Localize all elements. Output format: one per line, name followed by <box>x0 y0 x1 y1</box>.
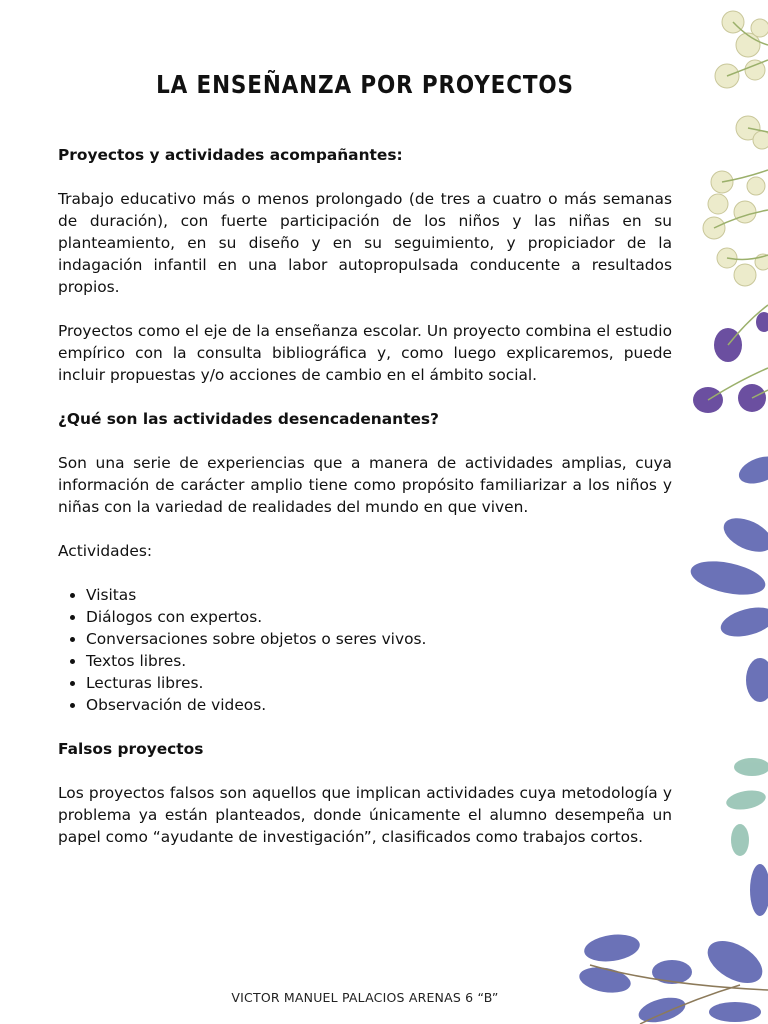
document-body <box>58 144 672 870</box>
paragraph-falsos-proyectos: Los proyectos falsos son aquellos que implican actividades cuya metodología y problema ya están planteados, donde únicamente el alumno desempeña un papel como “ayudante de investigación”, clasificados como trabajos cortos. <box>58 784 672 846</box>
list-item: • Visitas <box>86 584 672 606</box>
heading-proyectos: Proyectos y actividades acompañantes: <box>58 146 403 164</box>
heading-falsos-proyectos: Falsos proyectos <box>58 740 204 758</box>
heading-actividades-desencadenantes: ¿Qué son las actividades desencadenantes? <box>58 410 439 428</box>
paragraph-trabajo-educativo: Trabajo educativo más o menos prolongado (de tres a cuatro o más semanas de duración), con fuerte participación de los niños y las niñas en su planteamiento, en su diseño y en su seguimiento, y propiciador de la indagación infantil en una labor autopropulsada conducente a resultados propios. <box>58 190 672 296</box>
paragraph-eje-ensenanza: Proyectos como el eje de la enseñanza escolar. Un proyecto combina el estudio empírico con la consulta bibliográfica y, como luego explicaremos, puede incluir propuestas y/o acciones de cambio en el ámbito social. <box>58 322 672 384</box>
cream-flowers <box>703 11 768 286</box>
paragraph-experiencias: Son una serie de experiencias que a manera de actividades amplias, cuya información de carácter amplio tiene como propósito familiarizar a los niños y niñas con la variedad de realidades del mundo en que viven. <box>58 454 672 516</box>
list-item: • Conversaciones sobre objetos o seres vivos. <box>86 628 672 650</box>
purple-flowers <box>693 312 768 413</box>
blue-leaves <box>688 451 768 916</box>
list-item: • Textos libres. <box>86 650 672 672</box>
activities-label: Actividades: <box>58 542 153 560</box>
activities-list <box>58 584 672 716</box>
list-item: • Observación de videos. <box>86 694 672 716</box>
page-title: LA ENSEÑANZA POR PROYECTOS <box>156 70 574 99</box>
footer-author: VICTOR MANUEL PALACIOS ARENAS 6 “B” <box>231 990 499 1005</box>
list-item: • Diálogos con expertos. <box>86 606 672 628</box>
list-item: • Lecturas libres. <box>86 672 672 694</box>
green-leaves <box>725 758 768 856</box>
